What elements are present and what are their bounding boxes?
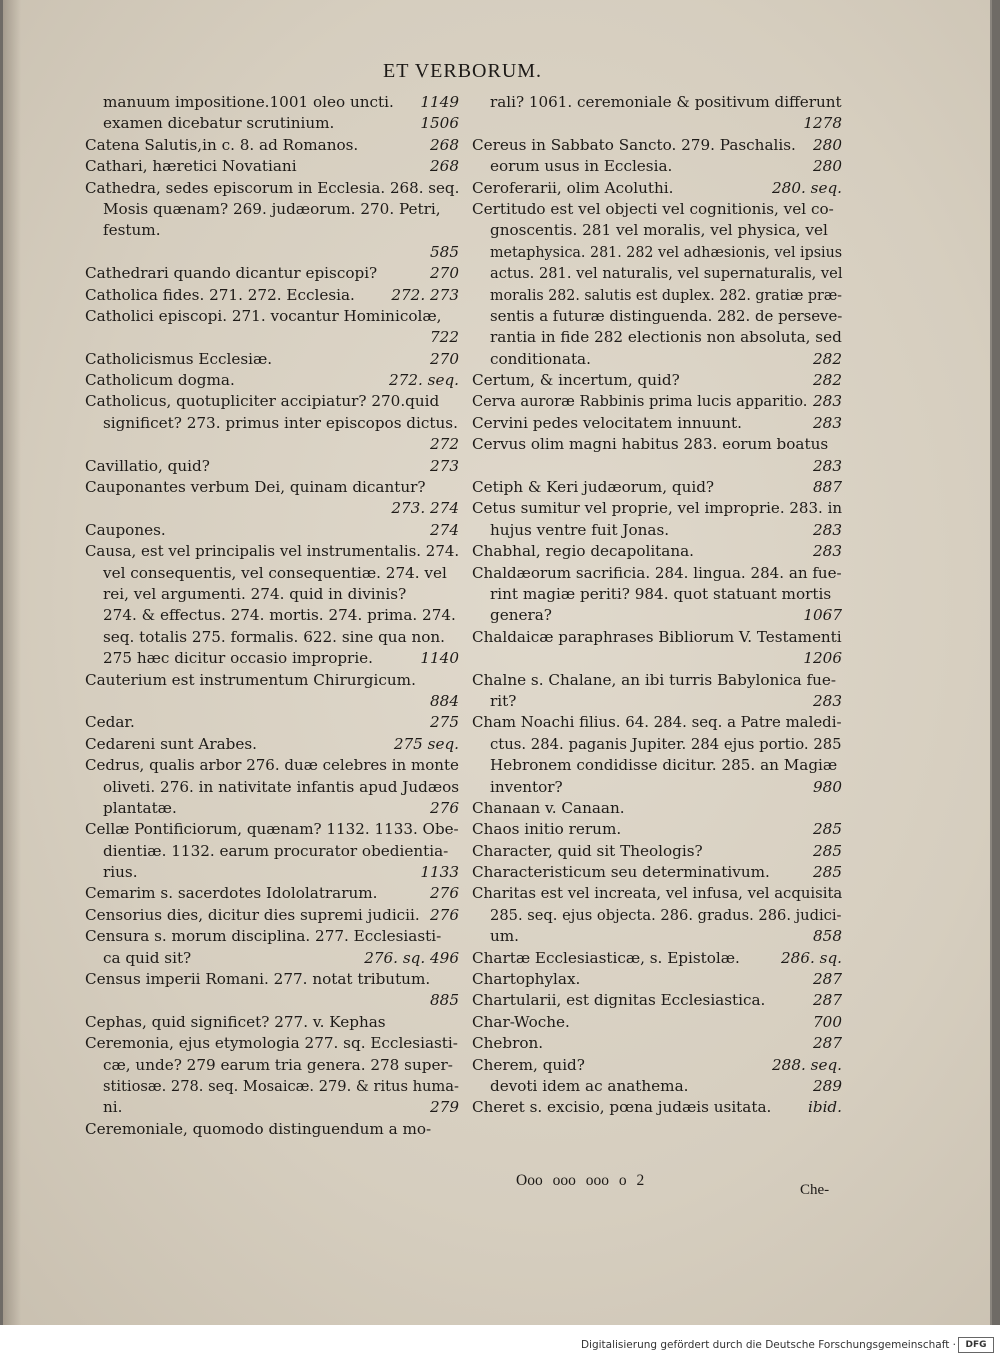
entry-text: significet? 273. primus inter episcopos dictus. bbox=[103, 413, 458, 432]
index-entry-line bbox=[472, 1097, 842, 1118]
index-entry-line bbox=[85, 327, 459, 348]
entry-text: Cellæ Pontificiorum, quænam? 1132. 1133. Obe- bbox=[85, 820, 459, 839]
index-entry-line bbox=[472, 199, 842, 220]
index-entry-line bbox=[472, 1012, 842, 1033]
entry-text: Censura s. morum disciplina. 277. Ecclesiasti- bbox=[85, 927, 442, 946]
entry-page-ref: 268 bbox=[430, 135, 459, 154]
entry-text: Chartularii, est dignitas Ecclesiastica. bbox=[472, 991, 766, 1010]
index-entry-line bbox=[85, 841, 459, 862]
entry-text: hujus ventre fuit Jonas. bbox=[490, 520, 670, 539]
entry-text: Certum, & incertum, quid? bbox=[472, 371, 680, 390]
index-column-right bbox=[472, 92, 842, 1119]
entry-text: genera? bbox=[490, 606, 552, 625]
entry-text: Cauponantes verbum Dei, quinam dicantur? bbox=[85, 478, 426, 497]
index-entry-line bbox=[472, 948, 842, 969]
entry-text: moralis 282. salutis est duplex. 282. gratiæ præ- bbox=[490, 285, 842, 304]
entry-text: eorum usus in Ecclesia. bbox=[490, 157, 673, 176]
index-entry-line bbox=[85, 819, 459, 840]
entry-text: rantia in fide 282 electionis non absoluta, sed bbox=[490, 328, 842, 347]
index-entry-line bbox=[85, 456, 459, 477]
entry-page-ref: 276 bbox=[430, 798, 459, 817]
entry-text: Cervus olim magni habitus 283. eorum boatus bbox=[472, 435, 829, 454]
entry-page-ref: 285 bbox=[813, 863, 842, 882]
entry-page-ref: 1506 bbox=[420, 114, 459, 133]
index-entry-line bbox=[472, 926, 842, 947]
entry-text: Cathari, hæretici Novatiani bbox=[85, 157, 297, 176]
index-entry-line bbox=[472, 990, 842, 1011]
entry-text: Caupones. bbox=[85, 520, 166, 539]
entry-text: 285. seq. ejus objecta. 286. gradus. 286. judici- bbox=[490, 905, 842, 924]
index-column-left bbox=[85, 92, 459, 1140]
entry-text: Chaos initio rerum. bbox=[472, 820, 622, 839]
index-entry-line bbox=[472, 691, 842, 712]
entry-page-ref: 884 bbox=[430, 691, 459, 710]
entry-text: ni. bbox=[103, 1098, 123, 1117]
entry-page-ref: 276 bbox=[430, 905, 459, 924]
index-entry-line bbox=[85, 798, 459, 819]
entry-page-ref: 283 bbox=[813, 520, 842, 539]
entry-text: Chebron. bbox=[472, 1034, 544, 1053]
index-entry-line bbox=[472, 627, 842, 648]
entry-page-ref: 282 bbox=[813, 371, 842, 390]
index-entry-line bbox=[472, 434, 842, 455]
running-head: ET VERBORUM. bbox=[383, 60, 543, 82]
entry-text: Char-Woche. bbox=[472, 1012, 570, 1031]
index-entry-line bbox=[472, 242, 842, 263]
entry-page-ref: 287 bbox=[813, 1034, 842, 1053]
entry-text: cæ, unde? 279 earum tria genera. 278 super- bbox=[103, 1055, 453, 1074]
entry-text: Chartæ Ecclesiasticæ, s. Epistolæ. bbox=[472, 948, 740, 967]
entry-page-ref: ibid. bbox=[808, 1098, 842, 1117]
entry-page-ref: 283 bbox=[813, 392, 842, 411]
entry-text: Certitudo est vel objecti vel cognitionis, vel co- bbox=[472, 199, 834, 218]
entry-page-ref: 270 bbox=[430, 264, 459, 283]
index-entry-line bbox=[85, 92, 459, 113]
entry-text: um. bbox=[490, 927, 520, 946]
index-entry-line bbox=[85, 883, 459, 904]
index-entry-line bbox=[85, 605, 459, 626]
index-entry-line bbox=[472, 370, 842, 391]
index-entry-line bbox=[85, 648, 459, 669]
index-entry-line bbox=[472, 413, 842, 434]
index-entry-line bbox=[85, 306, 459, 327]
index-entry-line bbox=[85, 584, 459, 605]
entry-text: Catholici episcopi. 271. vocantur Hominicolæ, bbox=[85, 306, 442, 325]
entry-text: Chaldaicæ paraphrases Bibliorum V. Testamenti bbox=[472, 627, 842, 646]
index-entry-line bbox=[85, 563, 459, 584]
entry-text: Chanaan v. Canaan. bbox=[472, 798, 625, 817]
entry-page-ref: 286. sq. bbox=[781, 948, 842, 967]
entry-text: Cedar. bbox=[85, 713, 135, 732]
entry-text: Catholicum dogma. bbox=[85, 371, 235, 390]
index-entry-line bbox=[85, 969, 459, 990]
entry-page-ref: 276 bbox=[430, 884, 459, 903]
index-entry-line bbox=[472, 156, 842, 177]
index-entry-line bbox=[472, 1055, 842, 1076]
entry-text: Cathedra, sedes episcorum in Ecclesia. 268. seq. bbox=[85, 178, 460, 197]
index-entry-line bbox=[85, 178, 459, 199]
index-entry-line bbox=[85, 777, 459, 798]
index-entry-line bbox=[472, 285, 842, 306]
index-entry-line bbox=[472, 841, 842, 862]
entry-text: Cathedrari quando dicantur episcopi? bbox=[85, 264, 378, 283]
entry-page-ref: 282 bbox=[813, 349, 842, 368]
entry-page-ref: 283 bbox=[813, 691, 842, 710]
index-entry-line bbox=[472, 670, 842, 691]
index-entry-line bbox=[472, 498, 842, 519]
index-entry-line bbox=[472, 883, 842, 904]
entry-text: Cavillatio, quid? bbox=[85, 456, 210, 475]
index-entry-line bbox=[472, 862, 842, 883]
entry-text: dientiæ. 1132. earum procurator obedientia- bbox=[103, 841, 449, 860]
index-entry-line bbox=[85, 220, 459, 241]
index-entry-line bbox=[85, 1033, 459, 1054]
entry-page-ref: 1149 bbox=[420, 93, 459, 111]
index-entry-line bbox=[85, 1055, 459, 1076]
entry-text: rit? bbox=[490, 691, 517, 710]
entry-text: Censorius dies, dicitur dies supremi judicii. bbox=[85, 905, 420, 924]
entry-page-ref: 285 bbox=[813, 841, 842, 860]
entry-text: Ceroferarii, olim Acoluthi. bbox=[472, 178, 674, 197]
entry-page-ref: 283 bbox=[813, 456, 842, 475]
entry-page-ref: 275 seq. bbox=[393, 734, 459, 753]
entry-page-ref: 270 bbox=[430, 349, 459, 368]
index-entry-line bbox=[472, 584, 842, 605]
entry-page-ref: 700 bbox=[813, 1012, 842, 1031]
catchword: Che- bbox=[800, 1182, 830, 1198]
index-entry-line bbox=[472, 349, 842, 370]
entry-text: Cheret s. excisio, pœna judæis usitata. bbox=[472, 1098, 772, 1117]
entry-page-ref: 885 bbox=[430, 991, 459, 1010]
index-entry-line bbox=[472, 113, 842, 134]
entry-text: sentis a futuræ distinguenda. 282. de perseve- bbox=[490, 306, 843, 325]
index-entry-line bbox=[472, 712, 842, 733]
index-entry-line bbox=[85, 691, 459, 712]
index-entry-line bbox=[85, 434, 459, 455]
entry-text: vel consequentis, vel consequentiæ. 274. vel bbox=[103, 563, 447, 582]
index-entry-line bbox=[472, 541, 842, 562]
index-entry-line bbox=[85, 370, 459, 391]
entry-page-ref: 276. sq. 496 bbox=[364, 948, 459, 967]
index-entry-line bbox=[472, 905, 842, 926]
index-entry-line bbox=[472, 605, 842, 626]
index-entry-line bbox=[472, 477, 842, 498]
index-entry-line bbox=[472, 755, 842, 776]
entry-page-ref: 283 bbox=[813, 542, 842, 561]
entry-page-ref: 273 bbox=[430, 456, 459, 475]
index-entry-line bbox=[85, 477, 459, 498]
index-entry-line bbox=[85, 1076, 459, 1097]
entry-text: manuum impositione.1001 oleo uncti. bbox=[103, 93, 394, 111]
entry-text: oliveti. 276. in nativitate infantis apud Judæos bbox=[103, 777, 460, 796]
index-entry-line bbox=[472, 777, 842, 798]
entry-text: Ceremonia, ejus etymologia 277. sq. Ecclesiasti- bbox=[85, 1034, 458, 1053]
entry-text: Chartophylax. bbox=[472, 970, 581, 989]
index-entry-line bbox=[472, 456, 842, 477]
index-entry-line bbox=[472, 327, 842, 348]
entry-page-ref: 285 bbox=[813, 820, 842, 839]
index-entry-line bbox=[85, 712, 459, 733]
entry-page-ref: 858 bbox=[813, 927, 842, 946]
index-entry-line bbox=[85, 670, 459, 691]
entry-text: Catholicus, quotupliciter accipiatur? 270.quid bbox=[85, 392, 440, 411]
entry-text: Ceremoniale, quomodo distinguendum a mo- bbox=[85, 1119, 432, 1138]
entry-page-ref: 1206 bbox=[803, 649, 842, 668]
index-entry-line bbox=[85, 263, 459, 284]
index-entry-line bbox=[85, 734, 459, 755]
entry-page-ref: 280 bbox=[813, 157, 842, 176]
index-entry-line bbox=[85, 1097, 459, 1118]
digitization-footer bbox=[0, 1325, 1000, 1358]
index-entry-line bbox=[472, 819, 842, 840]
entry-text: 275 hæc dicitur occasio improprie. bbox=[103, 649, 373, 668]
index-entry-line bbox=[85, 990, 459, 1011]
entry-page-ref: 272. 273 bbox=[391, 285, 459, 304]
entry-text: Cedareni sunt Arabes. bbox=[85, 734, 258, 753]
dfg-logo: DFG bbox=[958, 1337, 994, 1353]
index-entry-line bbox=[472, 798, 842, 819]
entry-text: Cedrus, qualis arbor 276. duæ celebres in monte bbox=[85, 756, 459, 775]
entry-text: festum. bbox=[103, 221, 161, 240]
entry-text: Cervini pedes velocitatem innuunt. bbox=[472, 413, 742, 432]
index-entry-line bbox=[472, 648, 842, 669]
entry-page-ref: 887 bbox=[813, 478, 842, 497]
index-entry-line bbox=[85, 349, 459, 370]
index-entry-line bbox=[85, 948, 459, 969]
entry-page-ref: 288. seq. bbox=[772, 1055, 842, 1074]
index-entry-line bbox=[472, 1076, 842, 1097]
index-entry-line bbox=[85, 1012, 459, 1033]
entry-text: Cephas, quid significet? 277. v. Kephas bbox=[85, 1012, 386, 1031]
gutter-shadow bbox=[3, 0, 21, 1325]
index-entry-line bbox=[85, 156, 459, 177]
index-entry-line bbox=[85, 199, 459, 220]
entry-text: Cereus in Sabbato Sancto. 279. Paschalis. bbox=[472, 135, 796, 154]
index-entry-line bbox=[472, 263, 842, 284]
entry-text: rint magiæ periti? 984. quot statuant mortis bbox=[490, 584, 832, 603]
entry-text: Chaldæorum sacrificia. 284. lingua. 284. an fue- bbox=[472, 563, 842, 582]
entry-text: Cemarim s. sacerdotes Idololatrarum. bbox=[85, 884, 378, 903]
entry-text: Character, quid sit Theologis? bbox=[472, 841, 703, 860]
entry-text: Census imperii Romani. 277. notat tributum. bbox=[85, 970, 431, 989]
index-entry-line bbox=[472, 220, 842, 241]
entry-text: rei, vel argumenti. 274. quid in divinis? bbox=[103, 584, 407, 603]
entry-text: ca quid sit? bbox=[103, 948, 192, 967]
index-entry-line bbox=[472, 92, 842, 113]
entry-text: Hebronem condidisse dicitur. 285. an Magiæ bbox=[490, 756, 838, 775]
index-entry-line bbox=[85, 905, 459, 926]
entry-text: metaphysica. 281. 282 vel adhæsionis, vel ipsius bbox=[490, 242, 843, 261]
entry-text: Characteristicum seu determinativum. bbox=[472, 863, 770, 882]
entry-text: Cetiph & Keri judæorum, quid? bbox=[472, 478, 715, 497]
index-entry-line bbox=[472, 135, 842, 156]
index-entry-line bbox=[472, 969, 842, 990]
entry-text: Mosis quænam? 269. judæorum. 270. Petri, bbox=[103, 199, 441, 218]
entry-page-ref: 1140 bbox=[420, 649, 459, 668]
entry-page-ref: 280. seq. bbox=[772, 178, 842, 197]
entry-page-ref: 585 bbox=[430, 242, 459, 261]
entry-text: devoti idem ac anathema. bbox=[490, 1076, 689, 1095]
entry-page-ref: 275 bbox=[430, 713, 459, 732]
entry-page-ref: 280 bbox=[813, 135, 842, 154]
index-entry-line bbox=[472, 520, 842, 541]
index-entry-line bbox=[85, 1119, 459, 1140]
entry-text: Cerva auroræ Rabbinis prima lucis apparitio. bbox=[472, 392, 808, 411]
index-entry-line bbox=[85, 627, 459, 648]
index-entry-line bbox=[85, 755, 459, 776]
index-entry-line bbox=[472, 306, 842, 327]
entry-text: Catholica fides. 271. 272. Ecclesia. bbox=[85, 285, 355, 304]
entry-page-ref: 279 bbox=[430, 1098, 459, 1117]
entry-page-ref: 1067 bbox=[803, 606, 842, 625]
entry-text: Chabhal, regio decapolitana. bbox=[472, 542, 694, 561]
index-entry-line bbox=[85, 862, 459, 883]
entry-text: Catholicismus Ecclesiæ. bbox=[85, 349, 273, 368]
entry-page-ref: 274 bbox=[430, 520, 459, 539]
entry-text: Cauterium est instrumentum Chirurgicum. bbox=[85, 670, 416, 689]
entry-page-ref: 722 bbox=[430, 328, 459, 347]
entry-text: Cham Noachi filius. 64. 284. seq. a Patre maledi- bbox=[472, 713, 842, 732]
index-entry-line bbox=[85, 285, 459, 306]
entry-page-ref: 273. 274 bbox=[391, 499, 459, 518]
entry-text: seq. totalis 275. formalis. 622. sine qua non. bbox=[103, 627, 446, 646]
entry-text: stitiosæ. 278. seq. Mosaicæ. 279. & ritus huma- bbox=[103, 1076, 459, 1095]
index-entry-line bbox=[85, 520, 459, 541]
entry-page-ref: 980 bbox=[813, 777, 842, 796]
entry-text: plantatæ. bbox=[103, 798, 177, 817]
entry-text: Cetus sumitur vel proprie, vel improprie. 283. in bbox=[472, 499, 843, 518]
entry-text: conditionata. bbox=[490, 349, 591, 368]
entry-text: Causa, est vel principalis vel instrumentalis. 274. bbox=[85, 542, 460, 561]
entry-text: 274. & effectus. 274. mortis. 274. prima. 274. bbox=[103, 606, 456, 625]
index-entry-line bbox=[472, 391, 842, 412]
index-entry-line bbox=[85, 498, 459, 519]
entry-text: Catena Salutis,in c. 8. ad Romanos. bbox=[85, 135, 359, 154]
index-entry-line bbox=[472, 178, 842, 199]
index-entry-line bbox=[85, 242, 459, 263]
entry-page-ref: 1278 bbox=[803, 114, 842, 133]
index-entry-line bbox=[472, 734, 842, 755]
entry-text: examen dicebatur scrutinium. bbox=[103, 114, 335, 133]
index-entry-line bbox=[85, 413, 459, 434]
signature-mark: Ooo ooo ooo o 2 bbox=[516, 1172, 645, 1189]
index-entry-line bbox=[472, 1033, 842, 1054]
entry-text: Cherem, quid? bbox=[472, 1055, 585, 1074]
entry-page-ref: 268 bbox=[430, 157, 459, 176]
book-page bbox=[3, 0, 992, 1325]
entry-text: actus. 281. vel naturalis, vel supernaturalis, vel bbox=[490, 264, 843, 283]
entry-text: rali? 1061. ceremoniale & positivum differunt bbox=[490, 93, 842, 111]
index-entry-line bbox=[85, 135, 459, 156]
entry-page-ref: 272 bbox=[430, 435, 459, 454]
entry-text: rius. bbox=[103, 863, 138, 882]
entry-page-ref: 1133 bbox=[420, 863, 459, 882]
entry-text: Charitas est vel increata, vel infusa, vel acquisita bbox=[472, 884, 843, 903]
entry-page-ref: 287 bbox=[813, 970, 842, 989]
index-entry-line bbox=[85, 541, 459, 562]
index-entry-line bbox=[472, 563, 842, 584]
entry-page-ref: 289 bbox=[813, 1076, 842, 1095]
index-entry-line bbox=[85, 113, 459, 134]
entry-page-ref: 287 bbox=[813, 991, 842, 1010]
entry-page-ref: 272. seq. bbox=[389, 371, 459, 390]
funding-notice: Digitalisierung gefördert durch die Deutsche Forschungsgemeinschaft · bbox=[580, 1339, 956, 1351]
entry-text: Chalne s. Chalane, an ibi turris Babylonica fue- bbox=[472, 670, 837, 689]
entry-page-ref: 283 bbox=[813, 413, 842, 432]
entry-text: inventor? bbox=[490, 777, 563, 796]
entry-text: gnoscentis. 281 vel moralis, vel physica, vel bbox=[490, 221, 828, 240]
index-entry-line bbox=[85, 391, 459, 412]
index-entry-line bbox=[85, 926, 459, 947]
entry-text: ctus. 284. paganis Jupiter. 284 ejus portio. 285 bbox=[490, 734, 842, 753]
